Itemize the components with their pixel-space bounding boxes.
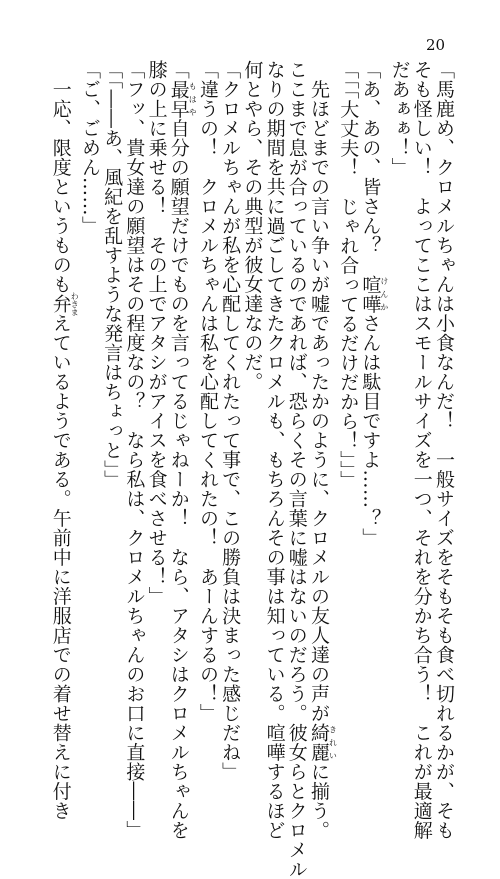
text-line: だあぁぁ！」 [388,60,411,177]
text-line: 膝の上に乗せる！ その上でアタシがアイスを食べさせる！」 [145,60,168,606]
text-line: 「ご、ごめん……」 [78,60,101,236]
text-line: 「違うの！ クロメルちゃんは私を心配してくれたの！ あーんするの！」 [196,60,219,723]
text-line: 何とやら、その典型が彼女達なのだ。 [241,60,264,392]
text-line: 先ほどまでの言い争いが嘘であったかのように、クロメルの友人達の声が綺麗きれいに揃う。 [307,60,338,840]
furigana: 弁わきま [49,291,80,316]
text-line: ここまで息が合っているのであれば、恐らくその言葉に嘘はないのだろう。彼女らとクロメル [285,60,308,879]
text-line: 一応、限度というものも弁わきまえているようである。午前中に洋服店での着せ替えに付き [49,60,80,821]
text-line: 「「――あ、風紀を乱すような発言はちょっと」」 [101,60,124,490]
text-line: 「馬鹿め、クロメルちゃんは小食なんだ！ 一般サイズをそもそも食べ切れるかが、そも [433,60,455,840]
furigana: 綺麗きれい [307,723,338,762]
furigana: 最早もはや [167,79,198,119]
furigana: 喧嘩けんか [359,274,389,314]
text-line: 「最早もはや自分の願望だけでものを言ってるじゃねーか！ なら、アタシはクロメルちゃんを [167,60,198,840]
text-line: 「あ、あの、皆さん？ 喧嘩けんかさんは駄目ですよ……？」 [359,60,389,548]
text-line: 「「「大丈夫！ じゃれ合ってるだけだから！」」」 [337,60,360,490]
text-line: 「フッ、貴女達の願望はその程度なの？ なら私は、クロメルちゃんのお口に直接――」 [123,60,146,840]
text-line: なりの期間を共に過ごしてきたクロメルも、もちろんその事は知っている。喧嘩するほど [263,60,286,840]
text-line: 「クロメルちゃんが私を心配してくれたって事で、この勝負は決まった感じだね」 [219,60,242,782]
text-line: そも怪しい！ よってここはスモールサイズを一つ、それを分かち合う！ これが最適解 [410,60,433,840]
page-number: 20 [426,36,446,54]
text-column-block [49,60,455,879]
